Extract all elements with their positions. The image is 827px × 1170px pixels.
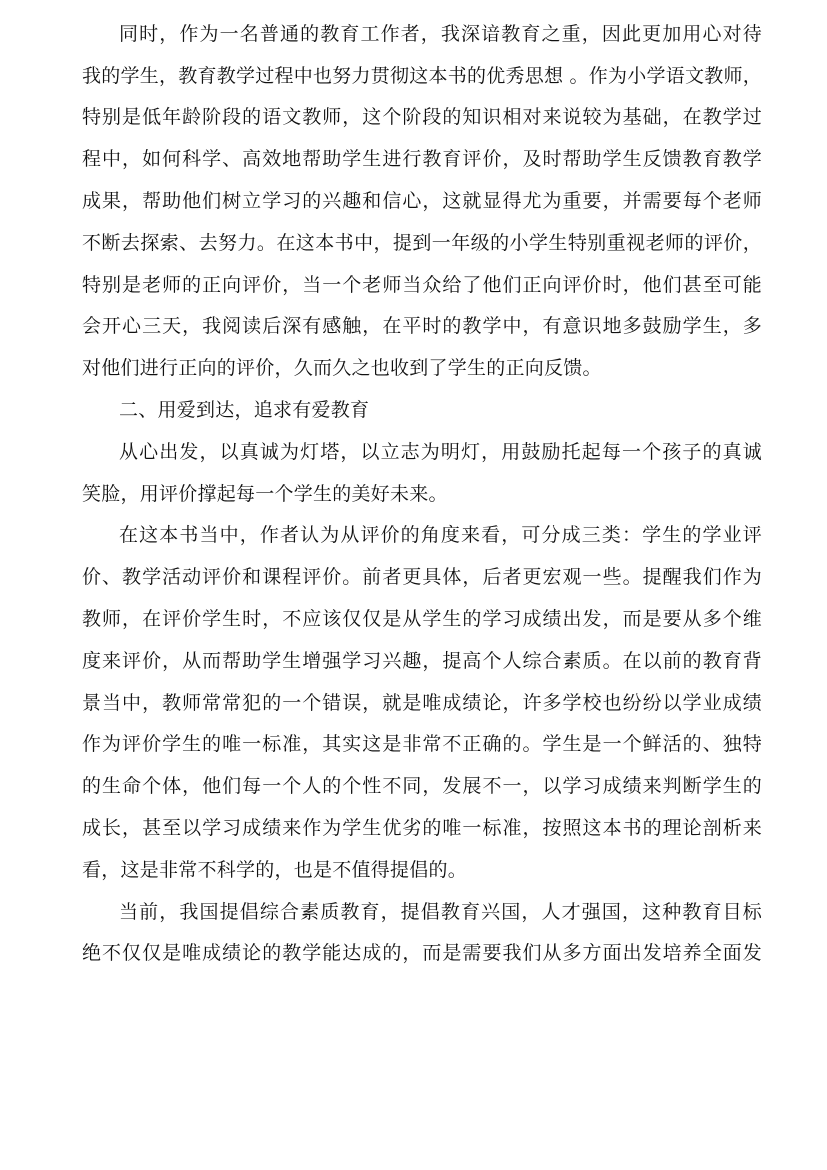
paragraph-line: 绝不仅仅是唯成绩论的教学能达成的，而是需要我们从多方面出发培养全面发 <box>82 942 762 964</box>
paragraph-line: 从心出发，以真诚为灯塔，以立志为明灯，用鼓励托起每一个孩子的真诚 <box>119 441 762 463</box>
paragraph-line: 成长，甚至以学习成绩来作为学生优劣的唯一标准，按照这本书的理论剖析来 <box>82 817 762 839</box>
paragraph-line: 我的学生，教育教学过程中也努力贯彻这本书的优秀思想 。作为小学语文教师， <box>82 65 762 87</box>
paragraph-line: 看，这是非常不科学的，也是不值得提倡的。 <box>82 859 468 881</box>
paragraph-line: 程中，如何科学、高效地帮助学生进行教育评价，及时帮助学生反馈教育教学 <box>82 148 762 170</box>
paragraph-line: 不断去探索、去努力。在这本书中，提到一年级的小学生特别重视老师的评价， <box>82 232 762 254</box>
paragraph-line: 作为评价学生的唯一标准，其实这是非常不正确的。学生是一个鲜活的、独特 <box>82 733 762 755</box>
paragraph-line: 价、教学活动评价和课程评价。前者更具体，后者更宏观一些。提醒我们作为 <box>82 566 762 588</box>
paragraph-line: 同时，作为一名普通的教育工作者，我深谙教育之重，因此更加用心对待 <box>119 23 762 45</box>
paragraph-line: 对他们进行正向的评价，久而久之也收到了学生的正向反馈。 <box>82 357 602 379</box>
paragraph-line: 景当中，教师常常犯的一个错误，就是唯成绩论，许多学校也纷纷以学业成绩 <box>82 692 762 714</box>
paragraph-line: 当前，我国提倡综合素质教育，提倡教育兴国，人才强国，这种教育目标 <box>119 901 762 923</box>
paragraph-line: 在这本书当中，作者认为从评价的角度来看，可分成三类：学生的学业评 <box>119 524 762 546</box>
paragraph-line: 度来评价，从而帮助学生增强学习兴趣，提高个人综合素质。在以前的教育背 <box>82 650 762 672</box>
paragraph-line: 成果，帮助他们树立学习的兴趣和信心，这就显得尤为重要，并需要每个老师 <box>82 190 762 212</box>
paragraph-line: 特别是低年龄阶段的语文教师，这个阶段的知识相对来说较为基础，在教学过 <box>82 106 762 128</box>
paragraph-line: 笑脸，用评价撑起每一个学生的美好未来。 <box>82 483 448 505</box>
paragraph-line: 的生命个体，他们每一个人的个性不同，发展不一，以学习成绩来判断学生的 <box>82 775 762 797</box>
paragraph-line: 教师，在评价学生时，不应该仅仅是从学生的学习成绩出发，而是要从多个维 <box>82 608 762 630</box>
paragraph-line: 特别是老师的正向评价，当一个老师当众给了他们正向评价时，他们甚至可能 <box>82 274 762 296</box>
section-heading: 二、用爱到达，追求有爱教育 <box>119 399 370 421</box>
paragraph-line: 会开心三天，我阅读后深有感触，在平时的教学中，有意识地多鼓励学生，多 <box>82 315 762 337</box>
